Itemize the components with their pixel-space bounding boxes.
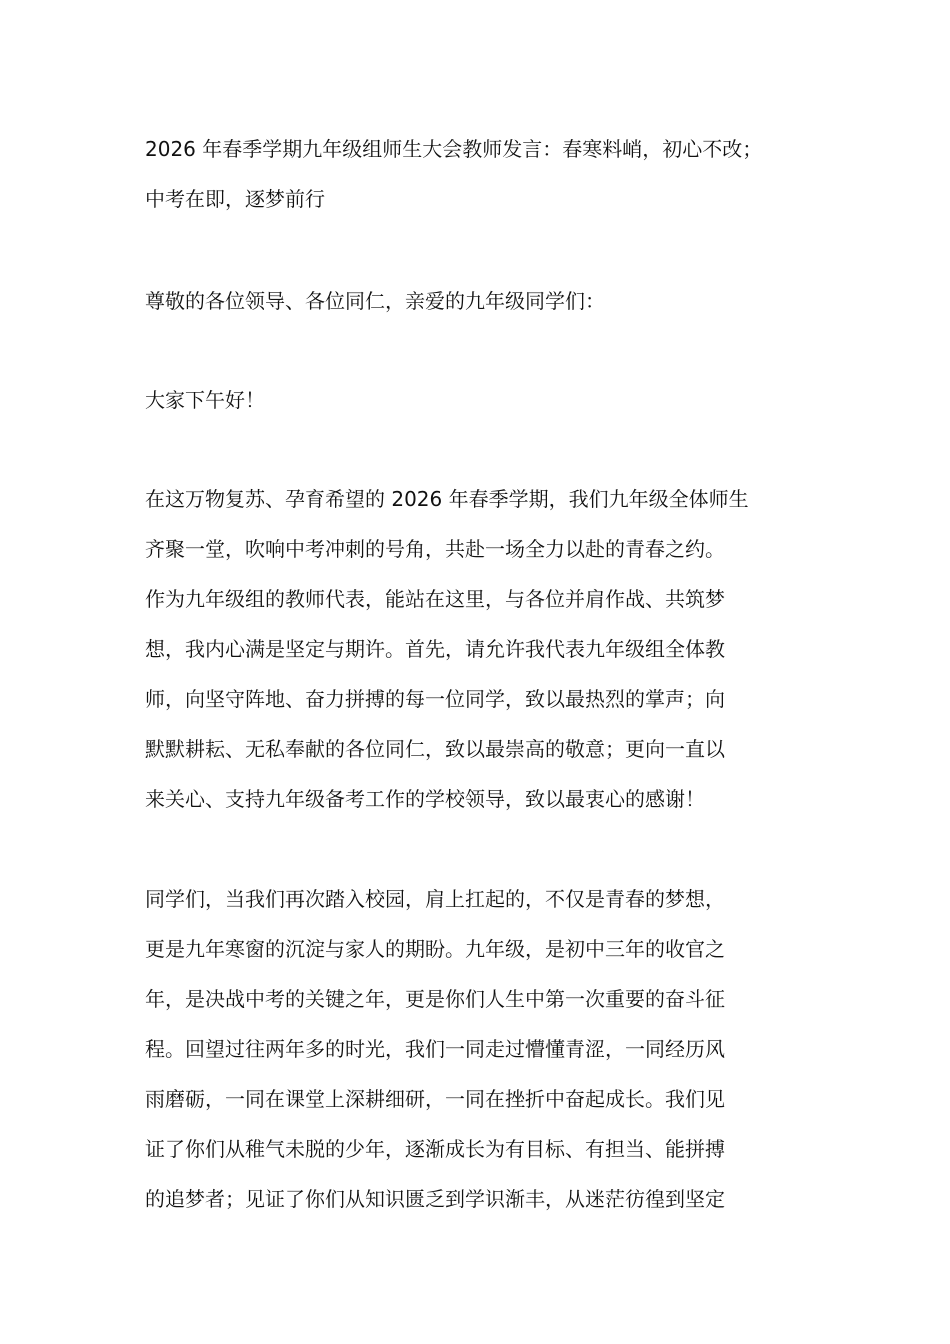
- title-line-2: 中考在即，逐梦前行: [145, 187, 325, 211]
- salutation: 尊敬的各位领导、各位同仁，亲爱的九年级同学们：: [145, 289, 605, 313]
- title-line-1: 2026 年春季学期九年级组师生大会教师发言：春寒料峭，初心不改；: [145, 137, 763, 161]
- paragraph-1-line-2: 齐聚一堂，吹响中考冲刺的号角，共赴一场全力以赴的青春之约。: [145, 537, 725, 561]
- paragraph-2-line-3: 年，是决战中考的关键之年，更是你们人生中第一次重要的奋斗征: [145, 987, 725, 1011]
- paragraph-1-line-4: 想，我内心满是坚定与期许。首先，请允许我代表九年级组全体教: [145, 637, 725, 661]
- paragraph-2-line-5: 雨磨砺，一同在课堂上深耕细研，一同在挫折中奋起成长。我们见: [145, 1087, 725, 1111]
- paragraph-1-line-1: 在这万物复苏、孕育希望的 2026 年春季学期，我们九年级全体师生: [145, 487, 749, 511]
- paragraph-2-line-7: 的追梦者；见证了你们从知识匮乏到学识渐丰，从迷茫彷徨到坚定: [145, 1187, 725, 1211]
- paragraph-1-line-6: 默默耕耘、无私奉献的各位同仁，致以最崇高的敬意；更向一直以: [145, 737, 725, 761]
- greeting: 大家下午好！: [145, 388, 265, 412]
- paragraph-2-line-2: 更是九年寒窗的沉淀与家人的期盼。九年级，是初中三年的收官之: [145, 937, 725, 961]
- paragraph-1-line-3: 作为九年级组的教师代表，能站在这里，与各位并肩作战、共筑梦: [145, 587, 725, 611]
- paragraph-2-line-1: 同学们，当我们再次踏入校园，肩上扛起的，不仅是青春的梦想，: [145, 887, 725, 911]
- paragraph-2-line-4: 程。回望过往两年多的时光，我们一同走过懵懂青涩，一同经历风: [145, 1037, 725, 1061]
- paragraph-1-line-5: 师，向坚守阵地、奋力拼搏的每一位同学，致以最热烈的掌声；向: [145, 687, 725, 711]
- paragraph-2-line-6: 证了你们从稚气未脱的少年，逐渐成长为有目标、有担当、能拼搏: [145, 1137, 725, 1161]
- paragraph-1-line-7: 来关心、支持九年级备考工作的学校领导，致以最衷心的感谢！: [145, 787, 705, 811]
